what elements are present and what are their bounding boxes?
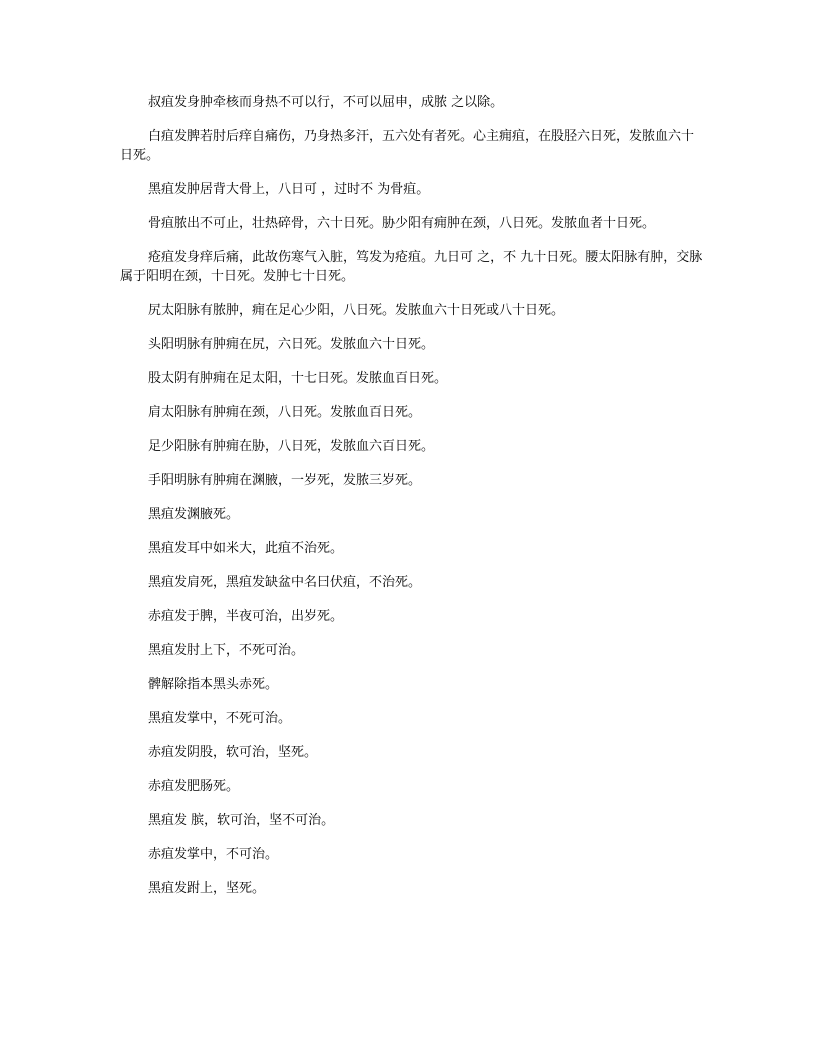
paragraph: 手阳明脉有肿痈在渊腋，一岁死，发脓三岁死。 (148, 473, 422, 488)
paragraph: 疮疽发身痒后痛，此故伤寒气入脏，笃发为疮疽。九日可 之，不 九十日死。腰太阳脉有肿，交脉属于阳明在颈，十日死。发肿七十日死。 (120, 250, 703, 284)
paragraph: 骨疽脓出不可止，壮热碎骨，六十日死。胁少阳有痈肿在颈，八日死。发脓血者十日死。 (148, 216, 656, 231)
paragraph: 赤疽发肥肠死。 (148, 779, 240, 794)
paragraph: 黑疽发渊腋死。 (148, 507, 240, 522)
paragraph: 黑疽发跗上，坚死。 (148, 881, 266, 896)
paragraph: 尻太阳脉有脓肿，痈在足心少阳，八日死。发脓血六十日死或八十日死。 (148, 303, 565, 318)
paragraph: 叔疽发身肿牵核而身热不可以行，不可以屈申，成脓 之以除。 (148, 95, 504, 110)
paragraph: 黑疽发肘上下，不死可治。 (148, 643, 305, 658)
paragraph: 头阳明脉有肿痈在尻，六日死。发脓血六十日死。 (148, 337, 435, 352)
paragraph: 肩太阳脉有肿痈在颈，八日死。发脓血百日死。 (148, 405, 422, 420)
paragraph: 赤疽发阴股，软可治，坚死。 (148, 745, 318, 760)
paragraph: 足少阳脉有肿痈在胁，八日死，发脓血六百日死。 (148, 439, 435, 454)
paragraph: 黑疽发 膑，软可治，坚不可治。 (148, 813, 335, 828)
paragraph: 白疽发脾若肘后痒自痛伤，乃身热多汗，五六处有者死。心主痈疽，在股胫六日死，发脓血六十日死。 (120, 129, 695, 163)
paragraph: 黑疽发肿居背大骨上，八日可 ，过时不 为骨疽。 (148, 182, 430, 197)
paragraph: 黑疽发肩死，黑疽发缺盆中名曰伏疽，不治死。 (148, 575, 422, 590)
paragraph: 黑疽发掌中，不死可治。 (148, 711, 292, 726)
paragraph: 黑疽发耳中如米大，此疽不治死。 (148, 541, 344, 556)
paragraph: 赤疽发于脾，半夜可治，出岁死。 (148, 609, 344, 624)
paragraph: 赤疽发掌中，不可治。 (148, 847, 279, 862)
paragraph: 股太阴有肿痈在足太阳，十七日死。发脓血百日死。 (148, 371, 448, 386)
paragraph: 髀解除指本黑头赤死。 (148, 677, 279, 692)
